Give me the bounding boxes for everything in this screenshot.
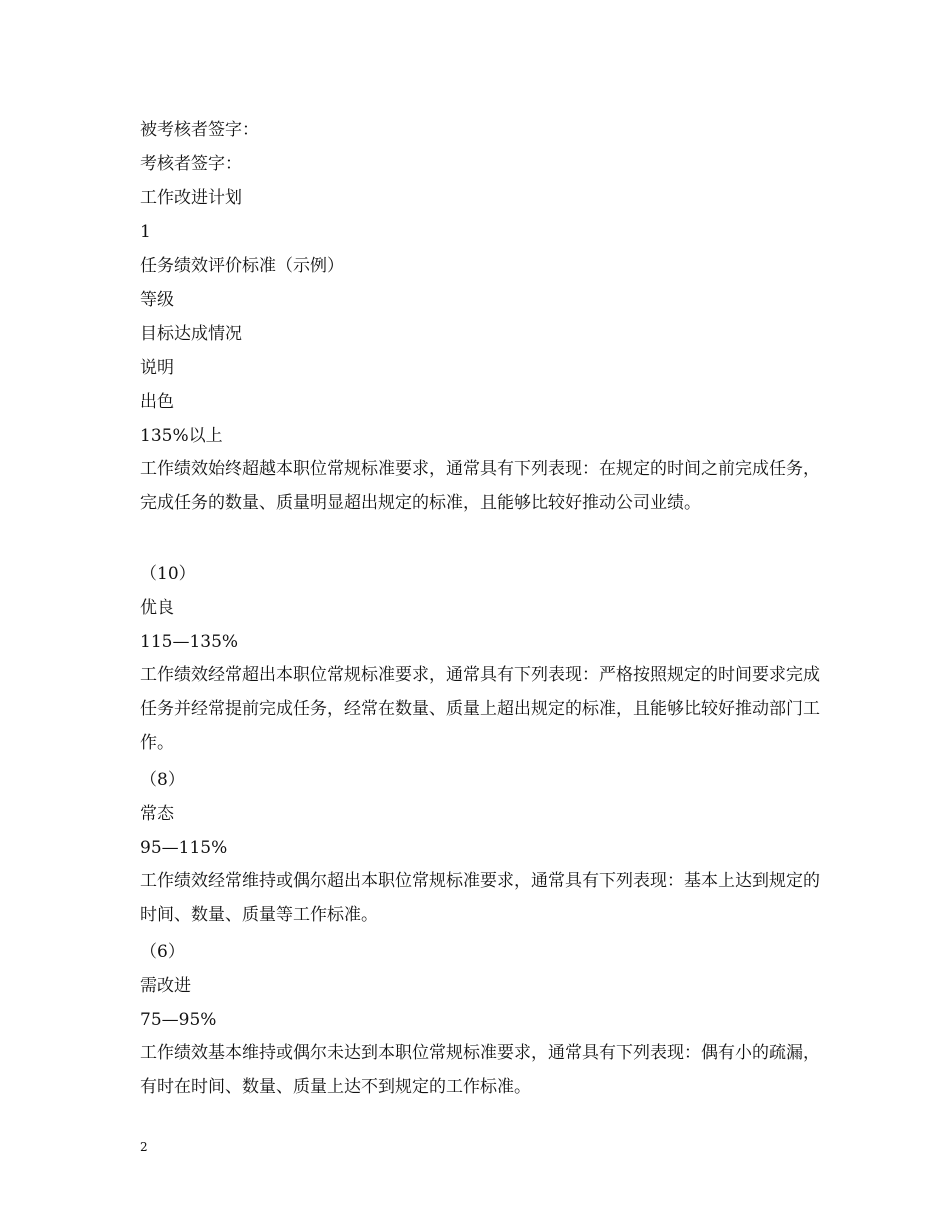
column-header-target: 目标达成情况 [140,324,242,344]
grade-good: 优良 [140,598,174,618]
reviewee-signature-label: 被考核者签字： [140,120,259,140]
grade-excellent: 出色 [140,392,174,412]
description-good: 工作绩效经常超出本职位常规标准要求，通常具有下列表现：严格按照规定的时间要求完成任务并经常提前完成任务，经常在数量、质量上超出规定的标准，且能够比较好推动部门工作。 [140,665,820,753]
grade-normal: 常态 [140,804,174,824]
description-excellent: 工作绩效始终超越本职位常规标准要求，通常具有下列表现：在规定的时间之前完成任务，完成任务的数量、质量明显超出规定的标准，且能够比较好推动公司业绩。 [140,459,820,513]
column-header-description: 说明 [140,358,174,378]
score-excellent: （10） [140,564,196,584]
page-number: 2 [140,1140,148,1154]
description-needs-improvement: 工作绩效基本维持或偶尔未达到本职位常规标准要求，通常具有下列表现：偶有小的疏漏，有时在时间、数量、质量上达不到规定的工作标准。 [140,1043,820,1097]
score-normal: （6） [140,942,185,962]
target-excellent: 135%以上 [140,426,223,446]
reviewer-signature-label: 考核者签字： [140,154,242,174]
section-number: 1 [140,222,151,242]
description-normal: 工作绩效经常维持或偶尔超出本职位常规标准要求，通常具有下列表现：基本上达到规定的时间、数量、质量等工作标准。 [140,871,820,925]
column-header-grade: 等级 [140,290,174,310]
standard-title: 任务绩效评价标准（示例） [140,256,344,276]
improvement-plan-heading: 工作改进计划 [140,188,242,208]
target-good: 115—135% [140,632,239,652]
grade-needs-improvement: 需改进 [140,976,191,996]
target-needs-improvement: 75—95% [140,1010,217,1030]
score-good: （8） [140,770,185,790]
target-normal: 95—115% [140,838,228,858]
